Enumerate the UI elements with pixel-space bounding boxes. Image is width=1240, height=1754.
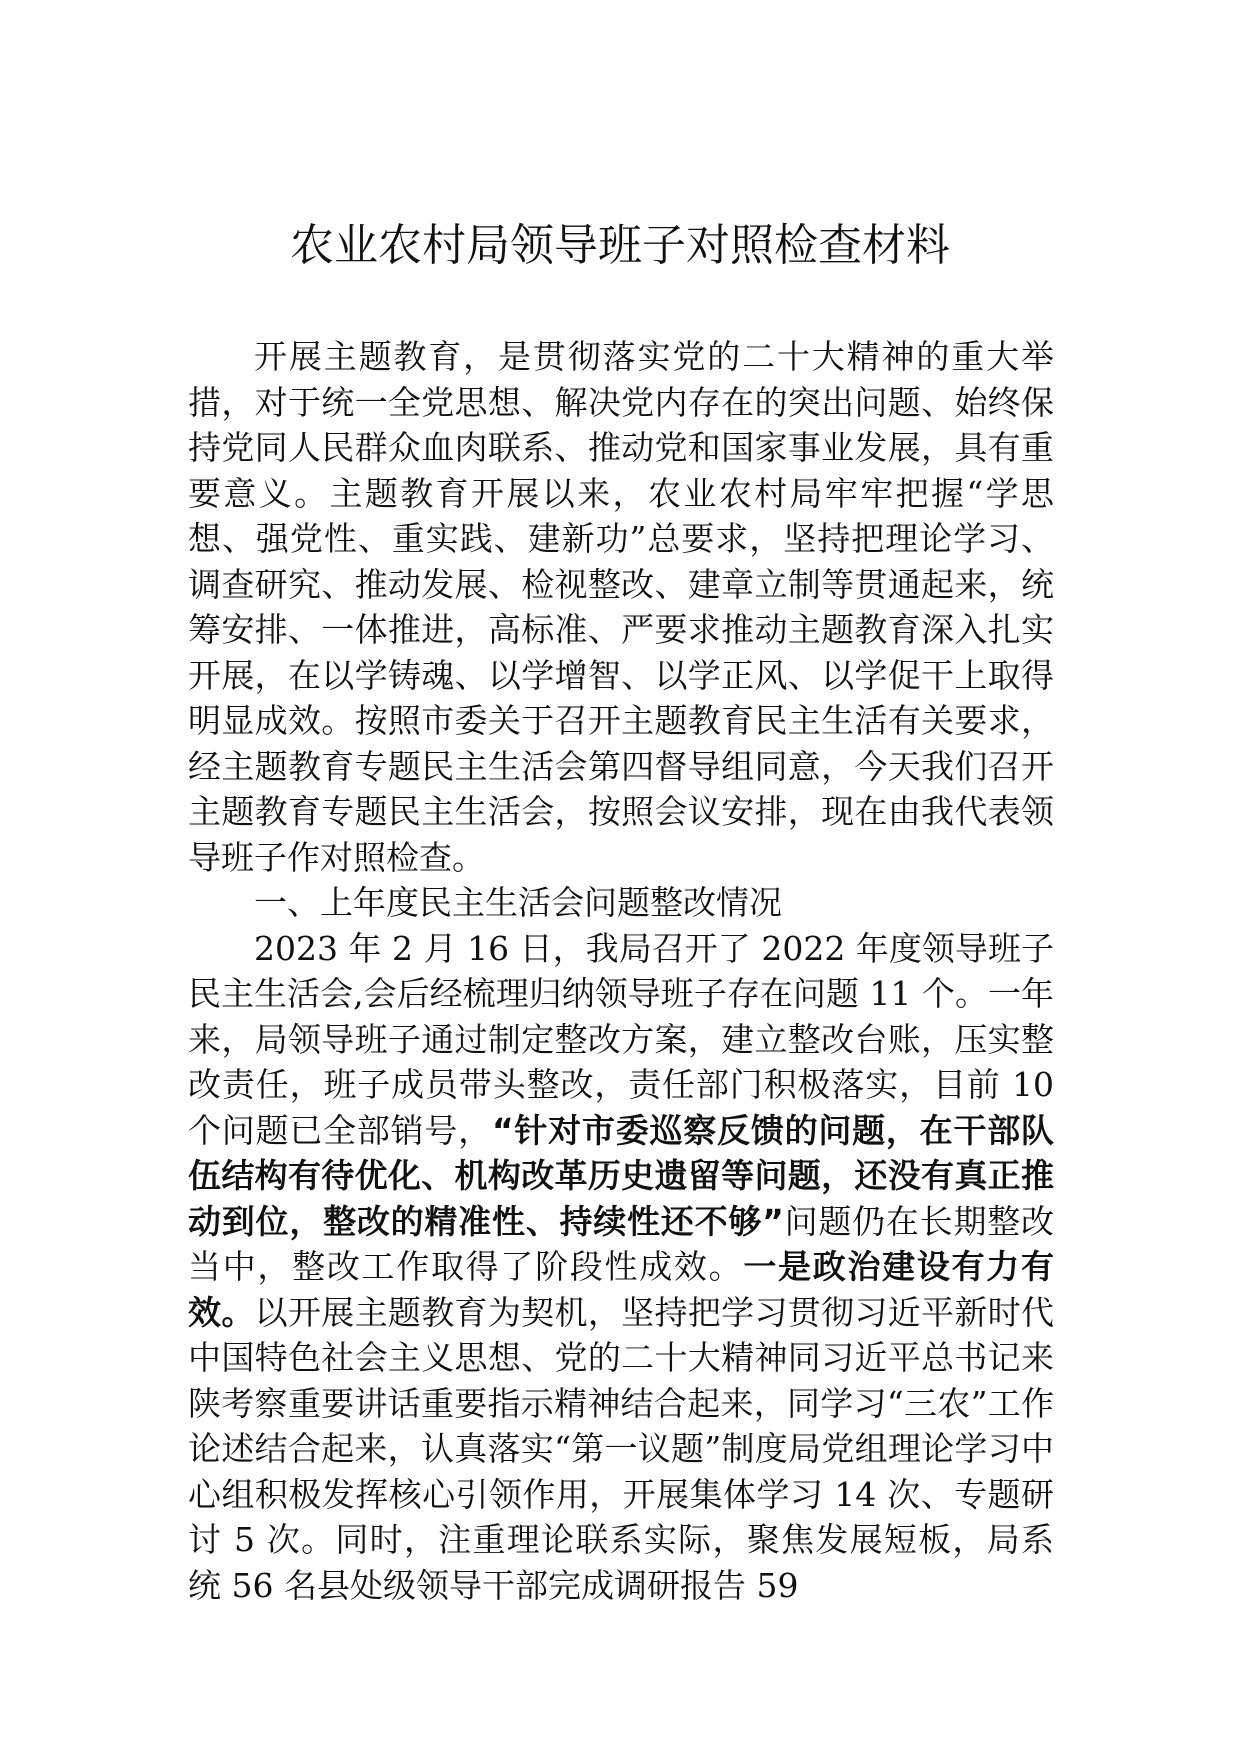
intro-paragraph: 开展主题教育，是贯彻落实党的二十大精神的重大举措，对于统一全党思想、解决党内存在的突出问题、始终保持党同人民群众血肉联系、推动党和国家事业发展，具有重要意义。主题教育开展以来，农业农村局牢牢把握“学思想、强党性、重实践、建新功”总要求，坚持把理论学习、调查研究、推动发展、检视整改、建章立制等贯通起来，统筹安排、一体推进，高标准、严要求推动主题教育深入扎实开展，在以学铸魂、以学增智、以学正风、以学促干上取得明显成效。按照市委关于召开主题教育民主生活有关要求，经主题教育专题民主生活会第四督导组同意，今天我们召开主题教育专题民主生活会，按照会议安排，现在由我代表领导班子作对照检查。 xyxy=(188,337,1054,877)
section-paragraph xyxy=(188,926,1054,1609)
document-title: 农业农村局领导班子对照检查材料 xyxy=(290,220,950,271)
section-heading: 一、上年度民主生活会问题整改情况 xyxy=(254,883,782,922)
document-body xyxy=(188,334,1054,1608)
paragraph-text: 问题仍在长期整改当中，整改工作取得了阶段性成效。 xyxy=(188,1201,1054,1286)
bold-quote: “针对市委巡察反馈的问题，在干部队伍结构有待优化、机构改革历史遗留等问题，还没有真正推动到位，整改的精准性、持续性还不够” xyxy=(188,1110,1054,1241)
paragraph-text: 以开展主题教育为契机，坚持把学习贯彻习近平新时代中国特色社会主义思想、党的二十大精神同习近平总书记来陕考察重要讲话重要指示精神结合起来，同学习“三农”工作论述结合起来，认真落实“第一议题”制度局党组理论学习中心组积极发挥核心引领作用，开展集体学习 14 次、专题研讨 5 次。同时，注重理论联系实际，聚焦发展短板，局系统 56 名县处级领导干部完成调研报告 59 xyxy=(188,1292,1055,1605)
paragraph-text: 2023 年 2 月 16 日，我局召开了 2022 年度领导班子民主生活会,会后经梳理归纳领导班子存在问题 11 个。一年来，局领导班子通过制定整改方案，建立整改台账，压实整改责任，班子成员带头整改，责任部门积极落实，目前 10 个问题已全部销号， xyxy=(188,928,1054,1150)
bold-point: 一是政治建设有力有效。 xyxy=(188,1247,1055,1332)
